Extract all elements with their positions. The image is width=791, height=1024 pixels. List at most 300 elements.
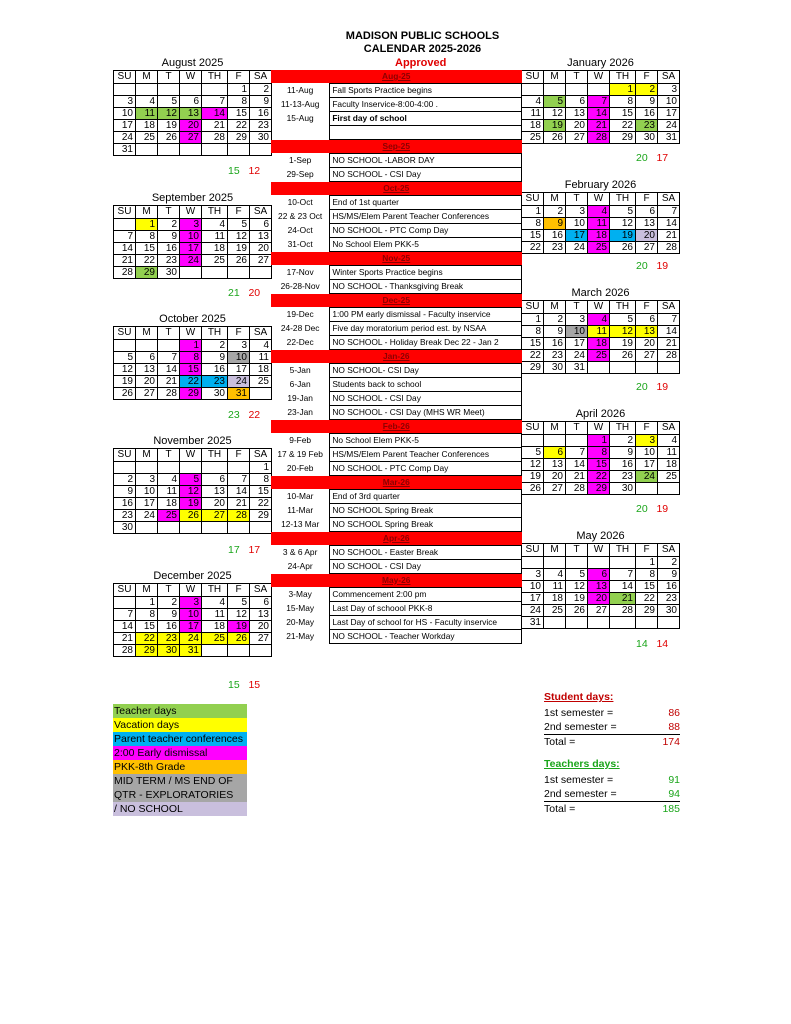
day-cell: 26 [610, 350, 636, 362]
day-cell: 26 [228, 633, 250, 645]
month-header-row [271, 573, 522, 587]
day-cell: 28 [158, 388, 180, 400]
day-header: W [588, 71, 610, 84]
day-header: SA [658, 422, 680, 435]
month-title: March 2026 [571, 287, 630, 299]
day-cell: 4 [522, 96, 544, 108]
day-cell: 16 [114, 498, 136, 510]
student-day-count: 19 [656, 381, 669, 393]
month-calendar [113, 313, 272, 400]
month-title: February 2026 [564, 179, 637, 191]
day-cell: 6 [636, 206, 658, 218]
event-date: 24-Apr [287, 560, 313, 571]
day-cell: 5 [158, 96, 180, 108]
day-cell: 11 [158, 486, 180, 498]
event-row [271, 405, 522, 419]
day-header: T [158, 71, 180, 84]
day-header: T [566, 301, 588, 314]
day-cell: 17 [114, 120, 136, 132]
day-cell [158, 522, 180, 534]
day-cell: 28 [610, 605, 636, 617]
day-cell: 4 [544, 569, 566, 581]
day-cell: 9 [114, 486, 136, 498]
day-cell: 7 [658, 206, 680, 218]
teacher-sem2-label: 2nd semester = [544, 788, 617, 800]
day-cell: 28 [658, 350, 680, 362]
day-cell: 17 [180, 243, 202, 255]
day-header: M [136, 327, 158, 340]
day-cell: 1 [228, 84, 250, 96]
day-cell: 3 [566, 314, 588, 326]
event-row [271, 629, 522, 643]
day-cell: 3 [114, 96, 136, 108]
day-cell: 3 [658, 84, 680, 96]
day-cell: 25 [522, 132, 544, 144]
day-cell: 5 [180, 474, 202, 486]
day-cell: 16 [544, 230, 566, 242]
day-cell: 18 [250, 364, 272, 376]
day-cell: 30 [610, 483, 636, 495]
month-header: Feb-26 [271, 419, 522, 433]
event-description: Winter Sports Practice begins [330, 265, 522, 279]
event-date: 12-13 Mar [281, 518, 320, 529]
day-cell: 20 [636, 230, 658, 242]
day-cell: 14 [228, 486, 250, 498]
approved-label: Approved [395, 57, 447, 69]
day-cell: 2 [158, 219, 180, 231]
event-date: 22-Dec [286, 336, 314, 347]
month-title: August 2025 [161, 57, 224, 69]
day-cell [522, 84, 544, 96]
day-cell [158, 340, 180, 352]
event-description: 1:00 PM early dismissal - Faculty inservice [330, 307, 522, 321]
day-cell [136, 144, 158, 156]
event-description: End of 1st quarter [330, 195, 522, 209]
day-cell: 23 [158, 633, 180, 645]
day-header: SA [658, 71, 680, 84]
event-row [271, 363, 522, 377]
day-cell: 2 [114, 474, 136, 486]
day-cell: 25 [158, 510, 180, 522]
month-title: December 2025 [153, 570, 232, 582]
day-cell: 25 [658, 471, 680, 483]
day-cell: 1 [522, 206, 544, 218]
day-cell: 9 [250, 96, 272, 108]
student-sem2-label: 2nd semester = [544, 721, 617, 733]
teacher-sem1-label: 1st semester = [544, 774, 614, 786]
day-header: M [544, 544, 566, 557]
month-header: Jan-26 [271, 349, 522, 363]
event-date: 11-13-Aug [280, 99, 320, 109]
day-header: SU [522, 422, 544, 435]
day-cell: 16 [544, 338, 566, 350]
day-cell: 9 [636, 96, 658, 108]
day-cell [114, 219, 136, 231]
event-date: 29-Sep [286, 168, 314, 179]
day-cell: 4 [202, 597, 228, 609]
day-cell [636, 483, 658, 495]
month-header: Apr-26 [271, 531, 522, 545]
month-header-row [271, 293, 522, 307]
day-header: M [136, 206, 158, 219]
event-row [271, 153, 522, 167]
teacher-day-count: 20 [636, 260, 648, 272]
day-header: W [588, 301, 610, 314]
day-header: M [544, 301, 566, 314]
event-date: 19-Jan [287, 392, 313, 403]
day-header: W [180, 327, 202, 340]
day-cell [588, 557, 610, 569]
legend-item: Vacation days [113, 718, 247, 732]
day-cell: 1 [588, 435, 610, 447]
day-cell: 29 [636, 605, 658, 617]
day-cell: 26 [158, 132, 180, 144]
day-cell: 21 [658, 338, 680, 350]
day-cell: 29 [588, 483, 610, 495]
day-cell: 1 [636, 557, 658, 569]
day-cell: 28 [228, 510, 250, 522]
month-calendar [521, 408, 680, 495]
day-cell: 7 [610, 569, 636, 581]
month-title: May 2026 [576, 530, 625, 542]
day-cell: 13 [636, 326, 658, 338]
day-cell [566, 617, 588, 629]
day-cell: 9 [158, 609, 180, 621]
day-cell: 19 [522, 471, 544, 483]
day-cell [114, 597, 136, 609]
day-cell: 16 [158, 621, 180, 633]
teacher-sem1-value: 91 [668, 774, 680, 786]
day-cell: 10 [114, 108, 136, 120]
day-counts [228, 679, 260, 691]
day-cell: 29 [136, 267, 158, 279]
event-row [271, 489, 522, 503]
day-cell: 4 [658, 435, 680, 447]
day-cell: 23 [158, 255, 180, 267]
day-cell: 20 [566, 120, 588, 132]
day-cell: 18 [136, 120, 158, 132]
day-cell: 22 [588, 471, 610, 483]
day-cell: 18 [158, 498, 180, 510]
day-cell [228, 267, 250, 279]
day-cell: 17 [180, 621, 202, 633]
day-cell: 17 [136, 498, 158, 510]
day-cell: 12 [228, 231, 250, 243]
event-row [271, 601, 522, 615]
day-header: T [566, 422, 588, 435]
day-header: SA [250, 71, 272, 84]
teacher-day-count: 21 [228, 287, 240, 299]
event-date: 21-May [286, 630, 315, 641]
day-counts [636, 260, 668, 272]
day-cell: 18 [202, 621, 228, 633]
day-header: T [566, 544, 588, 557]
day-cell: 4 [588, 206, 610, 218]
day-cell [588, 84, 610, 96]
event-row [271, 209, 522, 223]
day-cell: 25 [588, 350, 610, 362]
student-day-count: 17 [656, 152, 669, 164]
day-cell: 23 [636, 120, 658, 132]
day-cell: 22 [228, 120, 250, 132]
day-counts [228, 165, 260, 177]
student-total-label: Total = [544, 736, 576, 748]
day-cell: 9 [610, 447, 636, 459]
student-total-value: 174 [662, 736, 680, 748]
event-date: 3 & 6 Apr [282, 546, 318, 557]
day-cell: 20 [544, 471, 566, 483]
day-cell: 24 [136, 510, 158, 522]
month-header-row [271, 531, 522, 545]
day-cell: 24 [566, 242, 588, 254]
day-header: TH [202, 449, 228, 462]
day-cell: 29 [522, 362, 544, 374]
day-cell: 8 [136, 609, 158, 621]
day-cell [228, 522, 250, 534]
event-row [271, 279, 522, 293]
day-cell: 31 [114, 144, 136, 156]
day-cell: 8 [180, 352, 202, 364]
day-cell: 14 [158, 364, 180, 376]
day-cell: 16 [158, 243, 180, 255]
day-cell: 14 [114, 243, 136, 255]
day-cell [566, 557, 588, 569]
day-cell: 27 [250, 255, 272, 267]
day-cell: 28 [566, 483, 588, 495]
day-cell: 4 [202, 219, 228, 231]
day-header: M [136, 71, 158, 84]
day-cell [566, 84, 588, 96]
day-cell [636, 362, 658, 374]
day-cell [544, 435, 566, 447]
event-date: 15-Aug [286, 113, 314, 123]
event-row [271, 265, 522, 279]
event-date: 5-Jan [289, 364, 311, 375]
event-description: HS/MS/Elem Parent Teacher Conferences [330, 209, 522, 223]
day-cell: 13 [202, 486, 228, 498]
day-cell [658, 362, 680, 374]
day-header: SU [114, 584, 136, 597]
day-cell: 3 [180, 597, 202, 609]
event-row [271, 503, 522, 517]
day-cell: 21 [566, 471, 588, 483]
day-cell: 5 [610, 206, 636, 218]
day-cell: 6 [588, 569, 610, 581]
day-header: F [636, 422, 658, 435]
day-cell: 27 [202, 510, 228, 522]
day-cell: 10 [180, 231, 202, 243]
day-cell [136, 84, 158, 96]
day-cell: 10 [636, 447, 658, 459]
legend-item: PKK-8th Grade [113, 760, 247, 774]
day-cell [180, 267, 202, 279]
day-cell [610, 617, 636, 629]
day-cell: 11 [544, 581, 566, 593]
teacher-day-count: 23 [228, 409, 240, 421]
day-cell: 26 [610, 242, 636, 254]
day-cell [610, 557, 636, 569]
day-cell: 10 [566, 218, 588, 230]
legend-item: Parent teacher conferences [113, 732, 247, 746]
event-description: No School Elem PKK-5 [330, 237, 522, 251]
day-cell: 17 [228, 364, 250, 376]
day-cell [158, 462, 180, 474]
day-cell: 30 [202, 388, 228, 400]
day-header: M [544, 422, 566, 435]
day-header: F [636, 301, 658, 314]
month-header: Mar-26 [271, 475, 522, 489]
day-cell: 17 [658, 108, 680, 120]
day-cell: 26 [566, 605, 588, 617]
event-row [271, 587, 522, 601]
day-cell: 30 [636, 132, 658, 144]
event-row [271, 545, 522, 559]
month-calendar [113, 435, 272, 534]
day-cell [136, 462, 158, 474]
day-cell: 15 [610, 108, 636, 120]
legend-item: MID TERM / MS END OF [113, 774, 247, 788]
month-title: January 2026 [567, 57, 634, 69]
day-cell: 28 [202, 132, 228, 144]
day-cell: 30 [158, 645, 180, 657]
day-header: T [158, 206, 180, 219]
day-cell: 20 [136, 376, 158, 388]
day-cell: 16 [658, 581, 680, 593]
day-header: TH [610, 71, 636, 84]
teacher-day-count: 14 [636, 638, 648, 650]
day-header: W [180, 449, 202, 462]
day-cell: 15 [250, 486, 272, 498]
day-cell: 13 [588, 581, 610, 593]
event-row [271, 447, 522, 461]
event-row [271, 321, 522, 335]
day-header: W [588, 422, 610, 435]
month-header-row [271, 139, 522, 153]
day-cell: 25 [544, 605, 566, 617]
day-cell: 18 [544, 593, 566, 605]
teacher-sem2-value: 94 [668, 788, 680, 800]
day-header: SU [522, 301, 544, 314]
day-cell: 7 [114, 609, 136, 621]
event-description [330, 126, 522, 140]
day-cell: 14 [114, 621, 136, 633]
event-description: NO SCHOOL - CSI Day [330, 391, 522, 405]
event-description: NO SCHOOL Spring Break [330, 503, 522, 517]
day-cell [180, 144, 202, 156]
day-header: TH [610, 193, 636, 206]
day-cell: 15 [588, 459, 610, 471]
event-description: NO SCHOOL - Holiday Break Dec 22 - Jan 2 [330, 335, 522, 349]
day-header: SA [250, 327, 272, 340]
day-cell: 21 [588, 120, 610, 132]
month-calendar [521, 57, 680, 144]
day-cell: 3 [566, 206, 588, 218]
month-title: November 2025 [153, 435, 232, 447]
day-cell: 6 [250, 597, 272, 609]
day-cell: 25 [136, 132, 158, 144]
day-cell: 14 [588, 108, 610, 120]
day-cell: 19 [566, 593, 588, 605]
day-cell: 8 [588, 447, 610, 459]
day-cell: 2 [610, 435, 636, 447]
event-row [271, 391, 522, 405]
day-cell: 13 [636, 218, 658, 230]
day-cell: 24 [566, 350, 588, 362]
day-cell: 9 [544, 326, 566, 338]
day-cell [250, 388, 272, 400]
day-cell: 21 [158, 376, 180, 388]
event-description: Five day moratorium period est. by NSAA [330, 321, 522, 335]
day-cell: 1 [250, 462, 272, 474]
day-cell [228, 462, 250, 474]
day-cell: 14 [202, 108, 228, 120]
event-date: 11-Aug [286, 85, 314, 95]
day-cell: 31 [180, 645, 202, 657]
day-cell [136, 340, 158, 352]
day-cell: 5 [228, 597, 250, 609]
month-header-row [271, 475, 522, 489]
day-header: TH [610, 301, 636, 314]
day-cell: 12 [544, 108, 566, 120]
day-cell: 8 [522, 326, 544, 338]
day-cell: 14 [658, 218, 680, 230]
day-cell: 18 [588, 230, 610, 242]
day-cell: 4 [136, 96, 158, 108]
legend-item: QTR - EXPLORATORIES [113, 788, 247, 802]
day-header: SA [250, 584, 272, 597]
day-cell: 16 [250, 108, 272, 120]
day-cell: 12 [114, 364, 136, 376]
day-header: T [158, 327, 180, 340]
student-sem2-value: 88 [668, 721, 680, 733]
day-cell: 11 [136, 108, 158, 120]
event-date: 24-Oct [287, 224, 313, 235]
day-cell: 11 [588, 218, 610, 230]
day-header: SU [522, 193, 544, 206]
student-days-summary [544, 691, 680, 749]
day-cell: 7 [566, 447, 588, 459]
day-cell: 22 [136, 255, 158, 267]
day-cell: 24 [636, 471, 658, 483]
day-cell: 9 [544, 218, 566, 230]
day-cell: 28 [114, 267, 136, 279]
student-day-count: 19 [656, 503, 669, 515]
day-cell: 8 [136, 231, 158, 243]
event-row [271, 98, 522, 112]
day-cell: 2 [658, 557, 680, 569]
day-cell: 8 [250, 474, 272, 486]
day-header: F [228, 584, 250, 597]
day-cell: 17 [522, 593, 544, 605]
day-cell: 22 [610, 120, 636, 132]
day-header: F [636, 193, 658, 206]
day-header: TH [202, 71, 228, 84]
day-cell: 6 [180, 96, 202, 108]
event-date: 23-Jan [287, 406, 313, 417]
day-header: M [544, 193, 566, 206]
event-row [271, 237, 522, 251]
day-cell: 7 [588, 96, 610, 108]
day-cell [180, 462, 202, 474]
day-header: SU [114, 206, 136, 219]
student-days-title: Student days: [544, 691, 614, 703]
event-row [271, 307, 522, 321]
event-date: 17-Nov [286, 266, 314, 277]
event-date: 20-Feb [286, 462, 314, 473]
day-counts [636, 503, 668, 515]
day-cell: 27 [544, 483, 566, 495]
day-cell [114, 84, 136, 96]
